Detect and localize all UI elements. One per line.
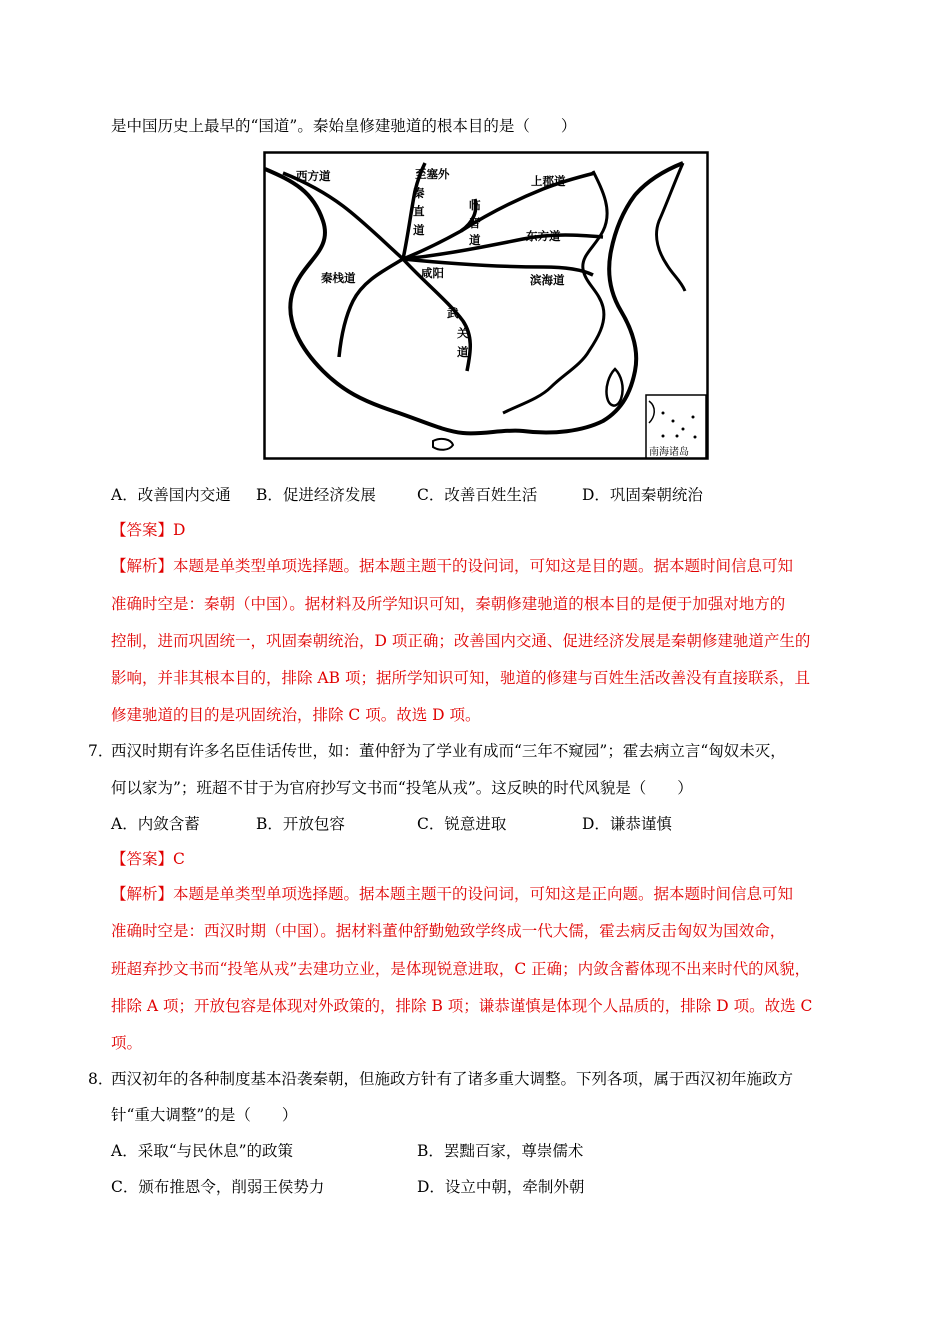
q8-stem-line-1: 西汉初年的各种制度基本沿袭秦朝，但施政方针有了诸多重大调整。下列各项，属于西汉初年施政方: [111, 1070, 794, 1088]
q7-analysis-line-2: 准确时空是：西汉时期（中国）。据材料董仲舒勤勉致学终成一代大儒，霍去病反击匈奴为国效命，: [111, 922, 786, 940]
label-qinzhan: 秦栈道: [321, 271, 356, 285]
q8-stem-line-2: 针“重大调整”的是（ ）: [111, 1106, 298, 1124]
q6-analysis-line-2: 准确时空是：秦朝（中国）。据材料及所学知识可知，秦朝修建驰道的根本目的是便于加强对地方的: [111, 595, 786, 613]
label-shangjun: 上郡道: [531, 174, 566, 188]
q6-stem-tail: 是中国历史上最早的“国道”。秦始皇修建驰道的根本目的是（ ）: [111, 117, 577, 135]
q7-option-c: C．锐意进取: [417, 815, 507, 833]
q7-analysis-line-5: 项。: [111, 1034, 143, 1052]
label-wuguan-1: 武: [447, 306, 459, 320]
q6-option-a: A．改善国内交通: [111, 486, 231, 504]
label-linjin-1: 临: [469, 198, 481, 212]
q7-stem-line-2: 何以家为”；班超不甘于为官府抄写文书而“投笔从戎”。这反映的时代风貌是（ ）: [111, 779, 693, 797]
q6-option-d: D．巩固秦朝统治: [582, 486, 703, 504]
q6-analysis-line-5: 修建驰道的目的是巩固统治，排除 C 项。故选 D 项。: [111, 706, 481, 724]
q7-answer: 【答案】C: [111, 850, 185, 868]
label-linjin-3: 道: [469, 233, 481, 247]
inset-label: 南海诸岛: [649, 447, 689, 458]
label-zhisaiwai: 至塞外: [415, 167, 450, 181]
label-dongfang: 东方道: [526, 229, 561, 243]
q7-option-b: B．开放包容: [256, 815, 345, 833]
label-zhi-3: 道: [413, 223, 425, 237]
label-wuguan-3: 道: [457, 345, 469, 359]
label-binhai: 滨海道: [530, 273, 565, 287]
q6-answer: 【答案】D: [111, 521, 186, 539]
label-xianyang: 咸阳: [421, 266, 444, 280]
q8-option-d: D．设立中朝，牵制外朝: [417, 1178, 585, 1196]
qin-road-map: [263, 151, 709, 460]
label-linjin-2: 晋: [469, 216, 481, 230]
q7-analysis-line-4: 排除 A 项；开放包容是体现对外政策的，排除 B 项；谦恭谨慎是体现个人品质的，排除 D 项。故选 C: [111, 997, 813, 1015]
q6-option-c: C．改善百姓生活: [417, 486, 538, 504]
q6-analysis-line-3: 控制，进而巩固统一，巩固秦朝统治，D 项正确；改善国内交通、促进经济发展是秦朝修建驰道产生的: [111, 632, 811, 650]
q8-number: 8．: [88, 1070, 114, 1088]
q6-option-b: B．促进经济发展: [256, 486, 376, 504]
q7-analysis-line-3: 班超弃抄文书而“投笔从戎”去建功立业，是体现锐意进取，C 正确；内敛含蓄体现不出来时代的风貌，: [111, 960, 811, 978]
label-zhi-2: 直: [413, 204, 425, 218]
label-wuguan-2: 关: [457, 326, 469, 340]
q6-analysis-line-1: 【解析】本题是单类型单项选择题。据本题主题干的设问词，可知这是目的题。据本题时间信息可知: [111, 557, 794, 575]
label-xifang: 西方道: [296, 169, 331, 183]
q7-analysis-line-1: 【解析】本题是单类型单项选择题。据本题主题干的设问词，可知这是正向题。据本题时间信息可知: [111, 885, 794, 903]
q8-option-a: A．采取“与民休息”的政策: [111, 1142, 294, 1160]
q7-option-d: D．谦恭谨慎: [582, 815, 672, 833]
q7-number: 7．: [88, 742, 114, 760]
label-zhi-1: 秦: [413, 186, 425, 200]
q7-option-a: A．内敛含蓄: [111, 815, 200, 833]
q8-option-c: C．颁布推恩令，削弱王侯势力: [111, 1178, 325, 1196]
q8-option-b: B．罢黜百家，尊崇儒术: [417, 1142, 584, 1160]
q7-stem-line-1: 西汉时期有许多名臣佳话传世，如：董仲舒为了学业有成而“三年不窥园”；霍去病立言“匈奴未灭，: [111, 742, 786, 760]
q6-analysis-line-4: 影响，并非其根本目的，排除 AB 项；据所学知识可知，驰道的修建与百姓生活改善没有直接联系，且: [111, 669, 810, 687]
